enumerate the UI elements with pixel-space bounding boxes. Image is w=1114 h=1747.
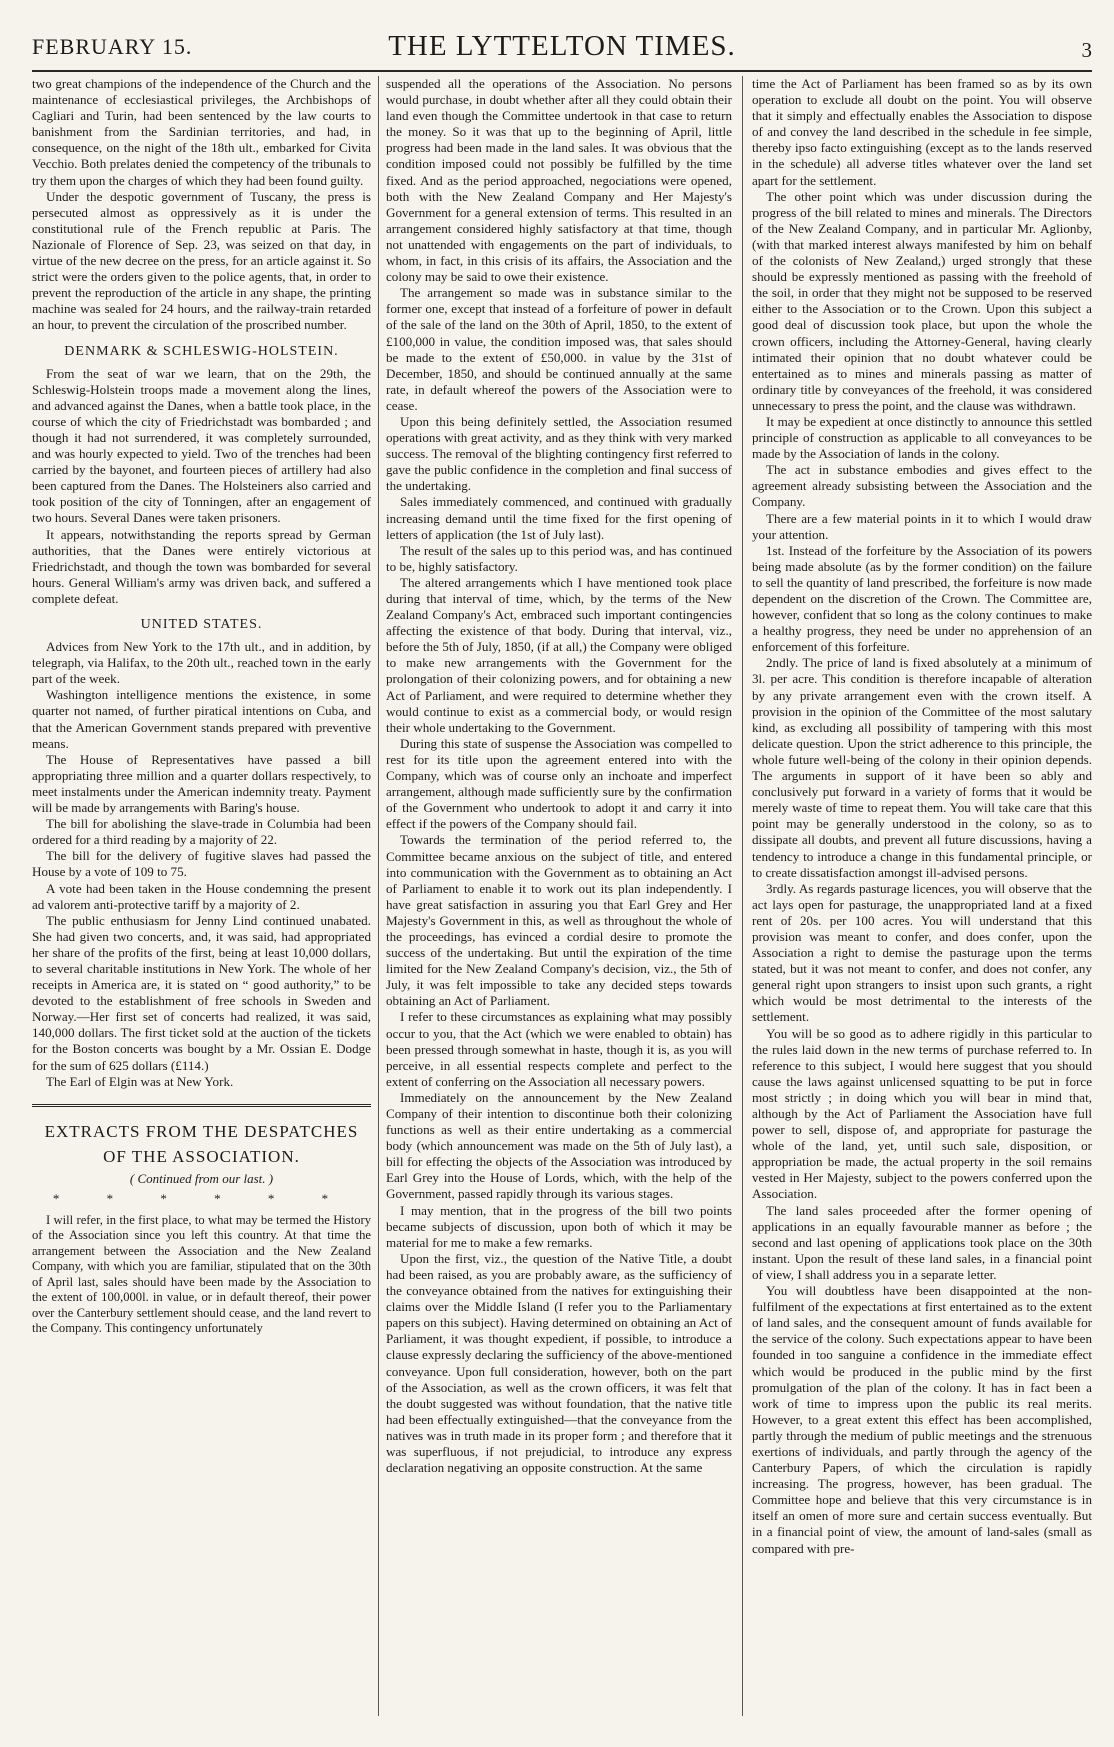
article-paragraph: Upon the first, viz., the question of the Native Title, a doubt had been raised, as you are probably aware, as the sufficiency of the conveyance obtained from the natives for extinguishing their claims over the Middle Island (I refer you to the Parliamentary papers on this subject). Having determined on obtaining an Act of Parliament, it was thought expedient, if possible, to introduce a clause expressly declaring the sufficiency of the above-mentioned conveyance. Upon full consideration, however, both on the part of the Association, as well as the crown officers, it was felt that the doubt suggested was without foundation, that the native title had been effectually extinguished—that the conveyance from the natives was in truth made in its proper form ; and therefore that it was superfluous, if not prejudicial, to introduce any express declaration negativing an opposite construction. At the same bbox=[386, 1250, 732, 1476]
continued-note: ( Continued from our last. ) bbox=[129, 1170, 274, 1186]
article-paragraph: There are a few material points in it to which I would draw your attention. bbox=[752, 510, 1092, 542]
column-2 bbox=[386, 76, 732, 1476]
extracts-heading-line-2: OF THE ASSOCIATION. bbox=[103, 1146, 300, 1166]
article-paragraph: The other point which was under discussion during the progress of the bill related to mines and minerals. The Directors of the New Zealand Company, and in particular Mr. Aglionby, (with that marked interest always manifested by him on behalf of the colonists of New Zealand,) urged strongly that these should be expressly mentioned as passing with the freehold of the soil, in order that they might not be supposed to be reserved either to the Association or to the Crown. Upon this subject a good deal of discussion took place, but upon the whole the crown officers, including the Attorney-General, having clearly intimated their opinion that no doubt whatever could be entertained as to mines and minerals passing as matter of ordinary title by conveyances of the freehold, it was considered unnecessary to press the point, and the clause was withdrawn. bbox=[752, 188, 1092, 413]
article-paragraph: You will doubtless have been disappointed at the non-fulfilment of the expectations at first entertained as to the extent of land sales, and the consequent amount of funds available for the service of the colony. Such expectations appear to have been founded in too sanguine a confidence in the immediate effect which would be produced in the public mind by the first promulgation of the plan of the colony. It has in fact been a work of time to impress upon the public its real merits. However, to a great extent this effect has been accomplished, partly through the medium of public meetings and the strenuous exertions of individuals, and partly through the agency of the Canterbury Papers, of which the circulation is rapidly increasing. The progress, however, has been gradual. The Committee hope and believe that this very circumstance is in itself an omen of more sure and certain success eventually. But in a financial point of view, the amount of land-sales (small as compared with pre- bbox=[752, 1283, 1092, 1556]
article-paragraph: I refer to these circumstances as explaining what may possibly occur to you, that the Act (which we were enabled to obtain) has been pressed through somewhat in haste, though it is, as you will perceive, in all essential respects complete and perfect to the extent of conferring on the Association all necessary powers. bbox=[386, 1009, 732, 1089]
article-paragraph: From the seat of war we learn, that on the 29th, the Schleswig-Holstein troops made a movement along the lines, and advanced against the Danes, when a battle took place, in the course of which the city of Friedrichstadt was bombarded ; and though it had not surrendered, it was completely surrounded, and was hourly expected to yield. Two of the trenches had been carried by the bayonet, and fourteen pieces of artillery had also been captured from the Danes. The Holsteiners also carried and took position of the city of Tonningen, after an engagement of two hours. Several Danes were taken prisoners. bbox=[32, 365, 371, 526]
extracts-section bbox=[32, 1104, 371, 1337]
article-paragraph: two great champions of the independence of the Church and the maintenance of ecclesiastical privileges, the Archbishops of Cagliari and Turin, had been sentenced by the law courts to banishment from the Sardinian territories, and had, in consequence, on the night of the 18th ult., embarked for Civita Vecchio. Both prelates denied the competency of the tribunals to try them upon the charges of which they had been found guilty. bbox=[32, 76, 371, 188]
section-heading-united-states: UNITED STATES. bbox=[140, 617, 263, 632]
newspaper-title: THE LYTTELTON TIMES. bbox=[388, 30, 736, 62]
column-3 bbox=[752, 76, 1092, 1557]
article-paragraph: The act in substance embodies and gives effect to the agreement already subsisting between the Association and the Company. bbox=[752, 462, 1092, 510]
article-paragraph: Towards the termination of the period referred to, the Committee became anxious on the subject of title, and entered into communication with the Government as to obtaining an Act of Parliament to enable it to work out its plan independently. I have great satisfaction in assuring you that Earl Grey and Her Majesty's Government in this, as well as throughout the whole of the proceedings, has evinced a cordial desire to promote the success of the undertaking. But until the expiration of the time limited for the New Zealand Company's decision, viz., the 5th of July, it was felt impossible to take any decided steps towards obtaining an Act of Parliament. bbox=[386, 832, 732, 1009]
article-paragraph: The result of the sales up to this period was, and has continued to be, highly satisfactory. bbox=[386, 542, 732, 574]
article-paragraph: It appears, notwithstanding the reports spread by German authorities, that the Danes were entirely victorious at Friedrichstadt, and though the town was bombarded for several hours. General William's army was driven back, and suffered a complete defeat. bbox=[32, 526, 371, 606]
article-paragraph: The public enthusiasm for Jenny Lind continued unabated. She had given two concerts, and, it was said, had appropriated her share of the profits of the first, being at least 10,000 dollars, to several charitable institutions in New York. The whole of her receipts in America are, it is stated on “ good authority,” to be devoted to the establishment of free schools in Sweden and Norway.—Her first set of concerts had realized, it was said, 140,000 dollars. The first ticket sold at the auction of the tickets for the Boston concerts was bought by a Mr. Ossian E. Dodge for the sum of 625 dollars (£114.) bbox=[32, 912, 371, 1073]
article-paragraph: The bill for abolishing the slave-trade in Columbia had been ordered for a third reading by a majority of 22. bbox=[32, 816, 371, 848]
article-paragraph: I may mention, that in the progress of the bill two points became subjects of discussion, upon both of which it may be material for me to make a few remarks. bbox=[386, 1202, 732, 1250]
column-1 bbox=[32, 76, 371, 1337]
asterism-divider: * * * * * * bbox=[52, 1190, 351, 1206]
article-paragraph: The House of Representatives have passed a bill appropriating three million and a quarter dollars respectively, to meet instalments under the American indemnity treaty. Payment will be made by arrangements with Baring's house. bbox=[32, 751, 371, 816]
article-paragraph: I will refer, in the first place, to what may be termed the History of the Association since you left this country. At that time the arrangement between the Association and the New Zealand Company, with which you are familiar, stipulated that on the 30th of April last, sales should have been made by the Association to the extent of 100,000l. in value, or in default thereof, their power over the Canterbury settlement should cease, and the land revert to the Company. This contingency unfortunately bbox=[32, 1212, 371, 1336]
issue-date: FEBRUARY 15. bbox=[32, 34, 193, 59]
article-paragraph: time the Act of Parliament has been framed so as by its own operation to exclude all doubt on the point. You will observe that it simply and effectually enables the Association to dispose of and convey the land described in the schedule in fee simple, thereby ipso facto extinguishing (except as to the lands reserved in the schedule) all adverse titles whatever over the land set apart for the settlement. bbox=[752, 76, 1092, 188]
article-paragraph: During this state of suspense the Association was compelled to rest for its title upon the agreement entered into with the Company, which was of course only an inchoate and imperfect arrangement, although made sufficiently sure by the confirmation of the Government who undertook to adopt it and carry it into effect if the powers of the Company should fail. bbox=[386, 735, 732, 832]
article-paragraph: Advices from New York to the 17th ult., and in addition, by telegraph, via Halifax, to the 20th ult., reached town in the early part of the week. bbox=[32, 639, 371, 687]
column-divider bbox=[378, 76, 379, 1716]
article-paragraph: Immediately on the announcement by the New Zealand Company of their intention to discontinue both their colonizing functions as well as their entire undertaking as a commercial body (which announcement was made on the 5th of July last), a bill for effecting the objects of the Association was introduced by Earl Grey into the House of Lords, which, with the help of the Government, passed rapidly through its various stages. bbox=[386, 1089, 732, 1202]
article-paragraph: You will be so good as to adhere rigidly in this particular to the rules laid down in the new terms of purchase referred to. In reference to this subject, I would here suggest that you should cause the laws against unlicensed squatting to be put in force most strictly ; in doing which you will bear in mind that, although by the Act of Parliament the Association have full power to sell, dispose of, and appropriate for pasturage the whole of the land, yet, until such sale, disposition, or appropriation be made, the actual property in the soil remains vested in Her Majesty, subject to the powers conferred upon the Association. bbox=[752, 1025, 1092, 1202]
article-paragraph: The altered arrangements which I have mentioned took place during that interval of time, which, by the terms of the New Zealand Company's Act, embraced such important contingencies affecting the existence of that body. During that interval, viz., before the 5th of July, 1850, (if at all,) the Company were obliged to make new arrangements with the Government for the prolongation of their colonizing powers, and for obtaining a new Act of Parliament, and were required to determine whether they would continue to exist as a commercial body, or would resign their whole undertaking to the Government. bbox=[386, 574, 732, 735]
article-paragraph: The arrangement so made was in substance similar to the former one, except that instead of a forfeiture of power in default of the sale of the land on the 30th of April, 1850, to the extent of £100,000 in value, the condition imposed was, that sales should be made to the extent of £50,000. in value by the 31st of December, 1850, and should be continued annually at the same rate, in default whereof the powers of the Association were to cease. bbox=[386, 285, 732, 413]
article-paragraph: The land sales proceeded after the former opening of applications in an equally favourable manner as before ; the second and last opening of applications took place on the 30th instant. Upon the result of these land sales, in a financial point of view, I shall address you in a separate letter. bbox=[752, 1202, 1092, 1282]
article-paragraph: Under the despotic government of Tuscany, the press is persecuted almost as oppressively as it is under the constitutional rule of the French republic at Paris. The Nazionale of Florence of Sep. 23, was seized on that day, in virtue of the new decree on the press, for an article against it. So strict were the orders given to the police agents, that, in order to prevent the reproduction of the article in any shape, the printing machine was sealed for 24 hours, and the railway-train retarded an hour, to prevent the circulation of the proscribed number. bbox=[32, 188, 371, 333]
article-paragraph: It may be expedient at once distinctly to announce this settled principle of construction as applicable to all conveyances to be made by the Association of lands in the colony. bbox=[752, 413, 1092, 462]
extracts-heading-line-1: EXTRACTS FROM THE DESPATCHES bbox=[44, 1121, 359, 1141]
page-number: 3 bbox=[1081, 38, 1092, 62]
section-heading-denmark: DENMARK & SCHLESWIG-HOLSTEIN. bbox=[64, 343, 339, 359]
article-paragraph: The Earl of Elgin was at New York. bbox=[46, 1073, 234, 1089]
page-header bbox=[32, 28, 1092, 68]
article-paragraph: Upon this being definitely settled, the Association resumed operations with great activity, and as they think with very marked success. The removal of the blighting contingency first referred to gave the public confidence in the completion and final success of the undertaking. bbox=[386, 413, 732, 494]
article-paragraph: suspended all the operations of the Association. No persons would purchase, in doubt whether after all they could obtain their land even though the Committee undertook in that case to return the money. So it was that up to the beginning of April, little progress had been made in the land sales. It was obvious that the condition imposed could not possibly be fulfilled by the time fixed. And as the period approached, negociations were opened, both with the New Zealand Company and Her Majesty's Government for a general extension of terms. This resulted in an arrangement considered highly satisfactory at that time, though not unattended with engagements on the part of individuals, to whom, in fact, in this crisis of its affairs, the Association and the colony may be said to owe their existence. bbox=[386, 76, 732, 285]
article-paragraph: The bill for the delivery of fugitive slaves had passed the House by a vote of 109 to 75. bbox=[32, 848, 371, 880]
article-paragraph: Sales immediately commenced, and continued with gradually increasing demand until the time fixed for the first opening of letters of application (the 1st of July last). bbox=[386, 494, 732, 542]
column-divider bbox=[742, 76, 743, 1716]
article-paragraph: 1st. Instead of the forfeiture by the Association of its powers being made absolute (as by the former condition) on the failure to sell the quantity of land prescribed, the forfeiture is now made dependent on the discretion of the Crown. The Committee are, however, confident that so long as the colony continues to make a healthy progress, they need be under no apprehension of an enforcement of this forfeiture. bbox=[752, 542, 1092, 655]
article-paragraph: 2ndly. The price of land is fixed absolutely at a minimum of 3l. per acre. This condition is therefore incapable of alteration by any private arrangement even with the crown itself. A provision in the opinion of the Committee of the most salutary kind, as excluding all possibility of tampering with this most delicate question. Upon the strict adherence to this principle, the whole future well-being of the colony in their opinion depends. The arguments in support of it have been so ably and conclusively put forward in a variety of forms that it would be merely waste of time to repeat them. You will take care that this point may be generally understood in the colony, so as to dissipate all doubts, and prevent all future discussions, having a tendency to introduce a change in this fundamental principle, or to create dissatisfaction amongst ill-advised persons. bbox=[752, 655, 1092, 880]
article-paragraph: Washington intelligence mentions the existence, in some quarter not named, of further piratical intentions on Cuba, and that the American Government stands prepared with preventive means. bbox=[32, 687, 371, 751]
article-paragraph: 3rdly. As regards pasturage licences, you will observe that the act lays open for pasturage, the unappropriated land at a fixed rent of 20s. per 100 acres. You will understand that this provision was meant to confer, and does confer, upon the Association a right to demise the pasturage upon the terms stated, but it was not meant to confer, and does not confer, any general right upon strangers to insist upon such grants, a right which would be most detrimental to the interests of the settlement. bbox=[752, 880, 1092, 1025]
header-rule bbox=[32, 70, 1092, 72]
article-paragraph: A vote had been taken in the House condemning the present ad valorem anti-protective tariff by a majority of 2. bbox=[32, 880, 371, 912]
